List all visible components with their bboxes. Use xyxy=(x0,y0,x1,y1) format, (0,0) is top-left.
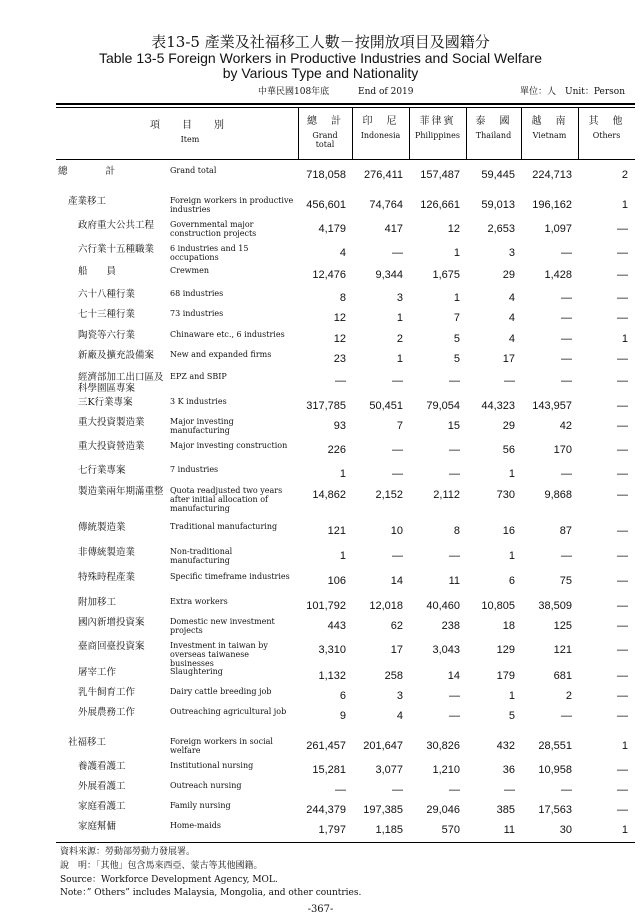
row-label-en: 73 industries xyxy=(170,309,224,318)
row-label-zh: 家庭看護工 xyxy=(78,801,126,812)
cell-value: 1,675 xyxy=(432,269,460,281)
cell-value: 730 xyxy=(496,489,515,501)
cell-value: — xyxy=(617,575,628,587)
row-label-zh: 附加移工 xyxy=(78,597,117,608)
row-label-zh: 家庭幫傭 xyxy=(78,821,117,832)
row-label-zh: 國內新增投資案 xyxy=(78,617,145,628)
cell-value: 56 xyxy=(502,444,515,456)
row-label-zh: 乳牛飼育工作 xyxy=(78,687,136,698)
cell-value: 125 xyxy=(553,620,572,632)
table-row xyxy=(56,244,635,266)
column-header-en: Vietnam xyxy=(532,131,567,140)
column-header-en: Indonesia xyxy=(360,131,401,140)
cell-value: 15 xyxy=(447,420,460,432)
cell-value: 10 xyxy=(390,525,403,537)
row-label-en: Foreign workers in social welfare xyxy=(170,737,273,755)
table-row xyxy=(56,761,635,783)
row-label-en: Governmental major construction projects xyxy=(170,220,257,238)
row-label-en: Specific timeframe industries xyxy=(170,572,290,581)
cell-value: — xyxy=(504,375,515,387)
table-row xyxy=(56,547,635,569)
cell-value: — xyxy=(449,690,460,702)
cell-value: 74,764 xyxy=(369,199,403,211)
cell-value: 417 xyxy=(384,223,403,235)
cell-value: 143,957 xyxy=(532,400,572,412)
column-header-en: Others xyxy=(592,131,621,140)
unit-label: 單位：人 Unit：Person xyxy=(520,87,625,97)
table-row xyxy=(56,289,635,311)
cell-value: 1 xyxy=(621,333,628,345)
cell-value: 1,210 xyxy=(432,764,460,776)
cell-value: 1 xyxy=(339,550,346,562)
row-label-zh: 重大投資製造業 xyxy=(78,417,145,428)
cell-value: 10,805 xyxy=(481,600,515,612)
row-label-en: Major investing manufacturing xyxy=(170,417,234,435)
cell-value: 12 xyxy=(447,223,460,235)
cell-value: 16 xyxy=(502,525,515,537)
cell-value: — xyxy=(617,764,628,776)
row-label-zh: 傳統製造業 xyxy=(78,522,126,533)
cell-value: 1,097 xyxy=(544,223,572,235)
table-row xyxy=(56,781,635,803)
column-header-en: Thailand xyxy=(475,131,512,140)
cell-value: 317,785 xyxy=(306,400,346,412)
row-label-zh: 特殊時程產業 xyxy=(78,572,136,583)
cell-value: 2,152 xyxy=(375,489,403,501)
row-label-en: Chinaware etc., 6 industries xyxy=(170,330,285,339)
cell-value: — xyxy=(392,375,403,387)
cell-value: 238 xyxy=(441,620,460,632)
cell-value: — xyxy=(617,600,628,612)
table-row xyxy=(56,617,635,639)
cell-value: 196,162 xyxy=(532,199,572,211)
cell-value: — xyxy=(617,690,628,702)
cell-value: 2,653 xyxy=(487,223,515,235)
cell-value: 2 xyxy=(396,333,403,345)
row-label-zh: 船 員 xyxy=(78,266,117,277)
cell-value: 87 xyxy=(559,525,572,537)
cell-value: 3,077 xyxy=(375,764,403,776)
column-header xyxy=(466,116,521,140)
row-label-zh: 三K行業專案 xyxy=(78,397,133,408)
period-en: End of 2019 xyxy=(358,87,414,97)
cell-value: — xyxy=(392,550,403,562)
table-row xyxy=(56,465,635,487)
table-row xyxy=(56,821,635,843)
column-header-zh: 菲律賓 xyxy=(419,116,456,127)
table-row xyxy=(56,417,635,439)
header-item-zh: 項 目 別 xyxy=(150,120,230,131)
cell-value: 59,445 xyxy=(481,169,515,181)
cell-value: 1 xyxy=(396,353,403,365)
row-label-zh: 產業移工 xyxy=(68,196,107,207)
cell-value: 42 xyxy=(559,420,572,432)
row-label-zh: 非傳統製造業 xyxy=(78,547,136,558)
cell-value: 3,310 xyxy=(318,644,346,656)
table-row xyxy=(56,707,635,729)
table-row xyxy=(56,572,635,594)
row-label-en: 3 K industries xyxy=(170,397,227,406)
cell-value: 3 xyxy=(396,690,403,702)
cell-value: 15,281 xyxy=(312,764,346,776)
cell-value: 3 xyxy=(396,292,403,304)
cell-value: — xyxy=(617,375,628,387)
cell-value: — xyxy=(561,333,572,345)
footnote-source-zh: 資料來源：勞動部勞動力發展署。 xyxy=(60,847,196,857)
row-label-zh: 外展農務工作 xyxy=(78,707,136,718)
cell-value: 261,457 xyxy=(306,740,346,752)
row-label-zh: 重大投資營造業 xyxy=(78,441,145,452)
cell-value: 12 xyxy=(333,333,346,345)
cell-value: 258 xyxy=(384,670,403,682)
row-label-zh: 屠宰工作 xyxy=(78,667,117,678)
cell-value: 17 xyxy=(502,353,515,365)
row-label-zh: 經濟部加工出口區及科學園區專案 xyxy=(78,372,164,394)
table-row xyxy=(56,522,635,544)
cell-value: — xyxy=(561,292,572,304)
cell-value: — xyxy=(617,804,628,816)
cell-value: — xyxy=(617,292,628,304)
cell-value: — xyxy=(449,710,460,722)
row-label-zh: 製造業兩年期滿重整 xyxy=(78,486,164,497)
row-label-zh: 六行業十五種職業 xyxy=(78,244,155,255)
row-label-en: New and expanded firms xyxy=(170,350,272,359)
table-row xyxy=(56,441,635,463)
cell-value: 9 xyxy=(339,710,346,722)
table-row xyxy=(56,266,635,288)
cell-value: 2 xyxy=(621,169,628,181)
table-row xyxy=(56,309,635,331)
column-header-en: Grand total xyxy=(312,131,338,149)
row-label-en: Family nursing xyxy=(170,801,231,810)
cell-value: 121 xyxy=(553,644,572,656)
cell-value: 2 xyxy=(565,690,572,702)
row-label-en: 6 industries and 15 occupations xyxy=(170,244,249,262)
cell-value: 101,792 xyxy=(306,600,346,612)
cell-value: 1 xyxy=(453,247,460,259)
cell-value: 18 xyxy=(502,620,515,632)
cell-value: 1 xyxy=(621,824,628,836)
cell-value: 121 xyxy=(327,525,346,537)
row-label-zh: 陶瓷等六行業 xyxy=(78,330,136,341)
cell-value: 197,385 xyxy=(363,804,403,816)
cell-value: 157,487 xyxy=(420,169,460,181)
cell-value: 1 xyxy=(508,550,515,562)
cell-value: 4 xyxy=(396,710,403,722)
cell-value: 79,054 xyxy=(426,400,460,412)
cell-value: 12,476 xyxy=(312,269,346,281)
cell-value: — xyxy=(617,489,628,501)
cell-value: 29 xyxy=(502,420,515,432)
header-item-en: Item xyxy=(180,135,200,144)
rule-top xyxy=(56,103,635,105)
cell-value: — xyxy=(617,784,628,796)
page-number: -367- xyxy=(307,904,334,915)
cell-value: 93 xyxy=(333,420,346,432)
table-row xyxy=(56,486,635,513)
cell-value: 6 xyxy=(508,575,515,587)
cell-value: 14 xyxy=(447,670,460,682)
cell-value: 1 xyxy=(508,690,515,702)
cell-value: — xyxy=(449,550,460,562)
cell-value: 9,344 xyxy=(375,269,403,281)
cell-value: 12 xyxy=(333,312,346,324)
column-header-zh: 總 計 xyxy=(307,116,343,127)
table-row xyxy=(56,350,635,372)
row-label-zh: 七行業專案 xyxy=(78,465,126,476)
row-label-en: EPZ and SBIP xyxy=(170,372,227,381)
cell-value: 201,647 xyxy=(363,740,403,752)
cell-value: 28,551 xyxy=(538,740,572,752)
row-label-en: Quota readjusted two years after initial allocation of manufacturing xyxy=(170,486,283,513)
row-label-en: Investment in taiwan by overseas taiwanese businesses xyxy=(170,641,268,668)
cell-value: 1 xyxy=(621,740,628,752)
cell-value: 129 xyxy=(496,644,515,656)
cell-value: 2,112 xyxy=(433,489,460,501)
cell-value: 75 xyxy=(559,575,572,587)
cell-value: — xyxy=(392,784,403,796)
cell-value: — xyxy=(617,247,628,259)
cell-value: — xyxy=(561,312,572,324)
cell-value: — xyxy=(617,444,628,456)
row-label-en: Slaughtering xyxy=(170,667,223,676)
column-header xyxy=(298,116,352,149)
row-label-zh: 新廠及擴充設備案 xyxy=(78,350,155,361)
row-label-en: Grand total xyxy=(170,166,217,175)
cell-value: 1,428 xyxy=(544,269,572,281)
cell-value: 126,661 xyxy=(420,199,460,211)
row-label-en: Outreach nursing xyxy=(170,781,242,790)
row-label-en: 7 industries xyxy=(170,465,219,474)
table-row xyxy=(56,687,635,709)
cell-value: — xyxy=(561,468,572,480)
cell-value: 443 xyxy=(327,620,346,632)
cell-value: — xyxy=(617,550,628,562)
table-row xyxy=(56,801,635,823)
cell-value: 38,509 xyxy=(538,600,572,612)
header-item xyxy=(90,120,290,144)
cell-value: — xyxy=(449,784,460,796)
column-header xyxy=(409,116,466,140)
row-label-en: Domestic new investment projects xyxy=(170,617,275,635)
cell-value: 1 xyxy=(508,468,515,480)
column-header-zh: 越 南 xyxy=(531,116,568,127)
cell-value: 17 xyxy=(390,644,403,656)
cell-value: 1,132 xyxy=(318,670,346,682)
cell-value: — xyxy=(392,444,403,456)
cell-value: 432 xyxy=(496,740,515,752)
footnote-note-en: Note：” Others” includes Malaysia, Mongolia, and other countries. xyxy=(60,888,362,898)
row-label-zh: 六十八種行業 xyxy=(78,289,136,300)
period-zh: 中華民國108年底 xyxy=(258,87,330,97)
cell-value: 4 xyxy=(508,292,515,304)
cell-value: — xyxy=(617,223,628,235)
rule-top-inner xyxy=(56,107,635,108)
row-label-zh: 社福移工 xyxy=(68,737,107,748)
table-row xyxy=(56,397,635,419)
row-label-en: 68 industries xyxy=(170,289,224,298)
row-label-en: Traditional manufacturing xyxy=(170,522,278,531)
rule-header-bottom xyxy=(56,159,635,160)
row-label-en: Extra workers xyxy=(170,597,228,606)
table-title-en-line2: by Various Type and Nationality xyxy=(222,65,419,81)
row-label-zh: 總 計 xyxy=(58,166,116,177)
cell-value: 244,379 xyxy=(306,804,346,816)
table-row xyxy=(56,667,635,689)
cell-value: — xyxy=(561,784,572,796)
cell-value: — xyxy=(392,247,403,259)
table-row xyxy=(56,641,635,668)
table-row xyxy=(56,330,635,352)
cell-value: — xyxy=(561,247,572,259)
cell-value: 9,868 xyxy=(544,489,572,501)
cell-value: 8 xyxy=(339,292,346,304)
cell-value: — xyxy=(449,468,460,480)
cell-value: 226 xyxy=(327,444,346,456)
row-label-en: Crewmen xyxy=(170,266,209,275)
row-label-zh: 七十三種行業 xyxy=(78,309,136,320)
cell-value: — xyxy=(335,375,346,387)
cell-value: — xyxy=(561,710,572,722)
column-header xyxy=(521,116,578,140)
cell-value: — xyxy=(617,670,628,682)
cell-value: 1 xyxy=(453,292,460,304)
cell-value: — xyxy=(617,269,628,281)
cell-value: 62 xyxy=(390,620,403,632)
cell-value: — xyxy=(561,353,572,365)
cell-value: 6 xyxy=(339,690,346,702)
cell-value: 29 xyxy=(502,269,515,281)
table-title-zh: 表13-5 產業及社福移工人數－按開放項目及國籍分 xyxy=(151,33,490,51)
cell-value: 5 xyxy=(453,353,460,365)
column-header-zh: 其 他 xyxy=(588,116,625,127)
cell-value: 4 xyxy=(508,333,515,345)
cell-value: — xyxy=(392,468,403,480)
cell-value: — xyxy=(335,784,346,796)
cell-value: 11 xyxy=(503,824,515,836)
cell-value: 718,058 xyxy=(306,169,346,181)
cell-value: 3,043 xyxy=(432,644,460,656)
cell-value: 5 xyxy=(453,333,460,345)
row-label-en: Foreign workers in productive industries xyxy=(170,196,294,214)
table-title-en: Table 13-5 Foreign Workers in Productive Industries and Social Welfare xyxy=(98,50,543,66)
row-label-en: Institutional nursing xyxy=(170,761,254,770)
cell-value: — xyxy=(617,525,628,537)
cell-value: — xyxy=(617,400,628,412)
cell-value: — xyxy=(617,468,628,480)
cell-value: 385 xyxy=(496,804,515,816)
rule-footer xyxy=(56,842,635,843)
cell-value: — xyxy=(504,784,515,796)
cell-value: — xyxy=(617,353,628,365)
cell-value: 7 xyxy=(396,420,403,432)
row-label-zh: 養護看護工 xyxy=(78,761,126,772)
cell-value: 276,411 xyxy=(364,169,403,181)
cell-value: 30 xyxy=(559,824,572,836)
table-row xyxy=(56,737,635,759)
cell-value: 224,713 xyxy=(532,169,572,181)
cell-value: 11 xyxy=(448,575,460,587)
cell-value: — xyxy=(617,644,628,656)
cell-value: 170 xyxy=(553,444,572,456)
cell-value: 29,046 xyxy=(426,804,460,816)
column-header-zh: 泰 國 xyxy=(475,116,512,127)
table-row xyxy=(56,196,635,218)
cell-value: 456,601 xyxy=(306,199,346,211)
cell-value: 8 xyxy=(453,525,460,537)
cell-value: 1,185 xyxy=(375,824,403,836)
cell-value: 4,179 xyxy=(318,223,346,235)
row-label-en: Dairy cattle breeding job xyxy=(170,687,272,696)
table-row xyxy=(56,597,635,619)
cell-value: — xyxy=(449,375,460,387)
row-label-en: Non-traditional manufacturing xyxy=(170,547,233,565)
column-header xyxy=(352,116,409,140)
cell-value: — xyxy=(617,312,628,324)
cell-value: 106 xyxy=(327,575,346,587)
cell-value: — xyxy=(561,375,572,387)
cell-value: 681 xyxy=(553,670,572,682)
row-label-en: Home-maids xyxy=(170,821,221,830)
cell-value: 179 xyxy=(496,670,515,682)
cell-value: 40,460 xyxy=(426,600,460,612)
cell-value: 59,013 xyxy=(481,199,515,211)
cell-value: 1 xyxy=(621,199,628,211)
cell-value: 14,862 xyxy=(312,489,346,501)
cell-value: 4 xyxy=(339,247,346,259)
cell-value: — xyxy=(617,710,628,722)
column-header-en: Philippines xyxy=(414,131,460,140)
table-row xyxy=(56,372,635,394)
row-label-zh: 外展看護工 xyxy=(78,781,126,792)
cell-value: 1,797 xyxy=(318,824,346,836)
cell-value: 570 xyxy=(441,824,460,836)
cell-value: 44,323 xyxy=(481,400,515,412)
cell-value: 23 xyxy=(333,353,346,365)
cell-value: 7 xyxy=(453,312,460,324)
row-label-zh: 臺商回臺投資案 xyxy=(78,641,145,652)
cell-value: 30,826 xyxy=(426,740,460,752)
cell-value: 10,958 xyxy=(538,764,572,776)
cell-value: 17,563 xyxy=(538,804,572,816)
cell-value: — xyxy=(617,420,628,432)
cell-value: — xyxy=(617,620,628,632)
table-row xyxy=(56,166,635,188)
cell-value: 4 xyxy=(508,312,515,324)
row-label-en: Major investing construction xyxy=(170,441,288,450)
row-label-en: Outreaching agricultural job xyxy=(170,707,287,716)
row-label-zh: 政府重大公共工程 xyxy=(78,220,155,231)
cell-value: 5 xyxy=(508,710,515,722)
cell-value: 3 xyxy=(508,247,515,259)
cell-value: — xyxy=(449,444,460,456)
cell-value: 1 xyxy=(396,312,403,324)
footnote-source-en: Source：Workforce Development Agency, MOL. xyxy=(60,875,278,885)
cell-value: 36 xyxy=(502,764,515,776)
column-header-zh: 印 尼 xyxy=(362,116,399,127)
table-row xyxy=(56,220,635,242)
cell-value: 14 xyxy=(390,575,403,587)
cell-value: 50,451 xyxy=(369,400,403,412)
column-header xyxy=(578,116,635,140)
cell-value: 1 xyxy=(339,468,346,480)
footnote-note-zh: 說 明：「其他」包含馬來西亞、蒙古等其他國籍。 xyxy=(60,861,263,871)
cell-value: — xyxy=(561,550,572,562)
cell-value: 12,018 xyxy=(369,600,403,612)
